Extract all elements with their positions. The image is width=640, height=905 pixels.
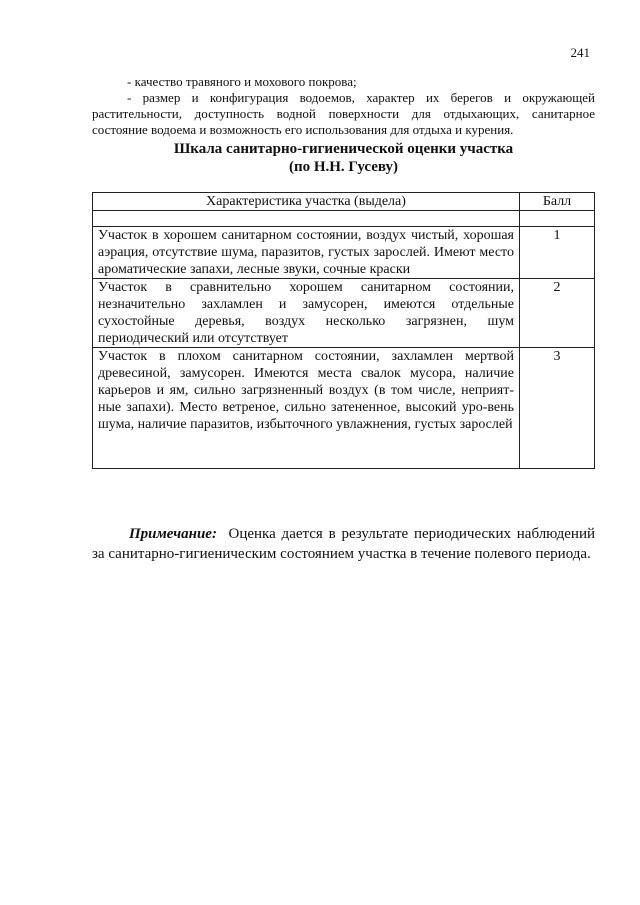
intro-line-grass: - качество травяного и мохового покрова; [127, 74, 357, 89]
assessment-table [92, 192, 595, 469]
spacer-cell [520, 211, 595, 227]
spacer-cell [93, 211, 520, 227]
row-score: 3 [520, 348, 595, 469]
header-score: Балл [520, 193, 595, 211]
note-block [92, 524, 595, 564]
table-header-row [93, 193, 595, 211]
table-title-source: (по Н.Н. Гусеву) [288, 159, 399, 175]
intro-line-water: - размер и конфигурация водоемов, характер их берегов и окружающей растительности, доступность водной поверхности для отдыхающих, санитарное состояние водоема и возможность его использования для отдыха и курения. [92, 90, 595, 137]
header-characteristic: Характеристика участка (выдела) [93, 193, 520, 211]
note-label: Примечание: [129, 526, 217, 542]
intro-text [92, 74, 595, 138]
table-row [93, 279, 595, 348]
row-score: 1 [520, 227, 595, 279]
row-score: 2 [520, 279, 595, 348]
table-title [92, 140, 595, 176]
note-text: Оценка дается в результате периодических наблюдений за санитарно-гигиеническим состоянием участка в течение полевого периода. [92, 526, 595, 562]
row-description: Участок в хорошем санитарном состоянии, воздух чистый, хорошая аэрация, отсутствие шума, паразитов, густых зарослей. Имеют место ароматические запахи, лесные звуки, сочные краски [93, 227, 520, 279]
table-row [93, 348, 595, 469]
note-paragraph [92, 524, 595, 564]
row-description: Участок в плохом санитарном состоянии, захламлен мертвой древесиной, замусорен. Имеются места свалок мусора, наличие карьеров и ям, сильно загрязненный воздух (в том числе, неприят-ные запахи). Место ветреное, сильно затененное, высокий уро-вень шума, наличие паразитов, избыточного увлажнения, густых зарослей [93, 348, 520, 469]
page-number: 241 [570, 45, 590, 60]
table-spacer-row [93, 211, 595, 227]
table-row [93, 227, 595, 279]
table-title-main: Шкала санитарно-гигиенической оценки участка [173, 141, 514, 157]
row-description: Участок в сравнительно хорошем санитарном состоянии, незначительно захламлен и замусорен, имеются отдельные сухостойные деревья, воздух несколько загрязнен, шум периодический или отсутствует [93, 279, 520, 348]
